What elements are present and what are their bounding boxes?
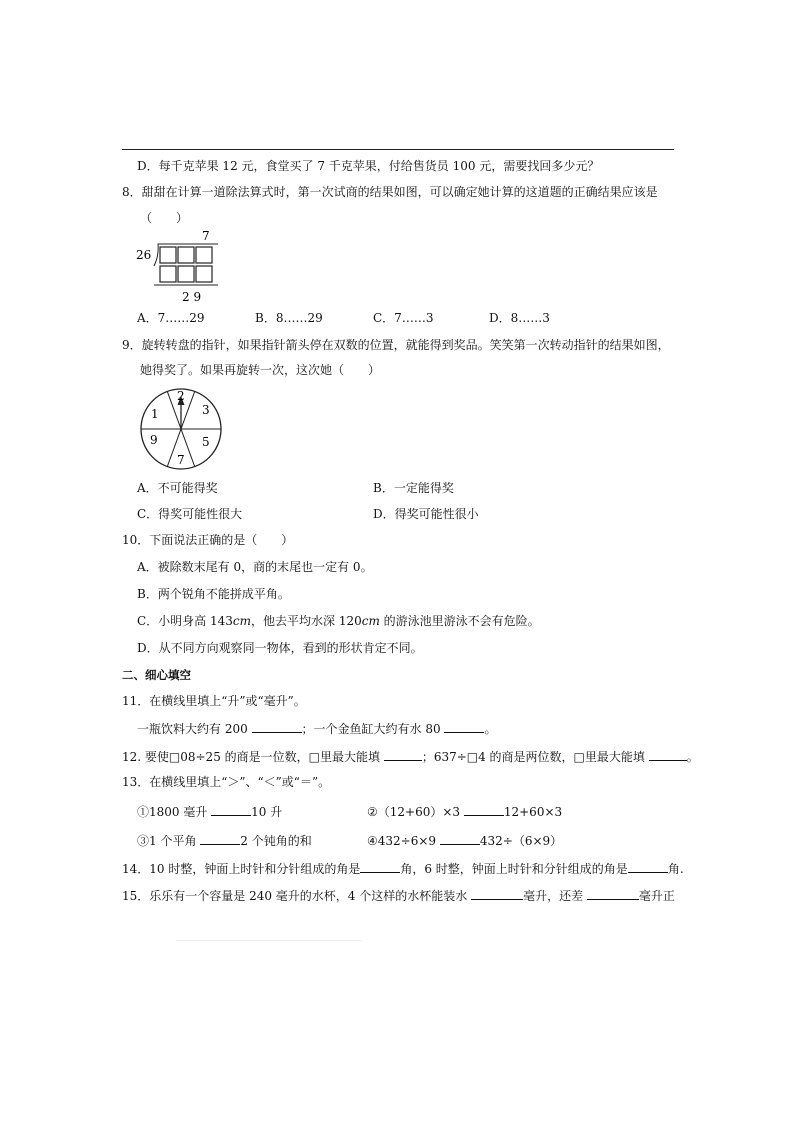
answer-blank[interactable] xyxy=(360,860,400,873)
q13-stem: 13．在横线里填上“＞”、“＜”或“＝”。 xyxy=(122,775,331,789)
q8-digit-box xyxy=(196,266,212,282)
q8-option-b: B．8……29 xyxy=(255,311,323,325)
q9-option-d: D．得奖可能性很小 xyxy=(373,507,479,521)
q13-item-2: ②（12+60）×3 12+60×3 xyxy=(367,805,563,819)
answer-blank[interactable] xyxy=(628,860,668,873)
q10-stem: 10．下面说法正确的是（ ） xyxy=(122,533,294,547)
q7-option-d: D．每千克苹果 12 元，食堂买了 7 千克苹果，付给售货员 100 元，需要找回多少元？ xyxy=(137,159,600,173)
answer-blank[interactable] xyxy=(252,720,302,733)
section-heading: 二、细心填空 xyxy=(122,668,191,682)
q15-line: 15．乐乐有一个容量是 240 毫升的水杯，4 个这样的水杯能装水 毫升，还差 毫升正 xyxy=(122,889,675,903)
q12-line: 12. 要使□08÷25 的商是一位数，□里最大能填 ；637÷□4 的商是两位数，□里最大能填 。 xyxy=(122,750,699,764)
q8-digit-box xyxy=(196,247,212,263)
answer-blank[interactable] xyxy=(649,748,687,761)
q8-option-d: D．8……3 xyxy=(489,311,550,325)
q10-option-c: C．小明身高 143cm，他去平均水深 120cm 的游泳池里游泳不会有危险。 xyxy=(137,614,540,628)
q9-option-a: A．不可能得奖 xyxy=(137,481,218,495)
page-footer-rule xyxy=(176,940,362,941)
q8-digit-box xyxy=(160,266,176,282)
spinner-number: 5 xyxy=(202,435,210,449)
q10-option-b: B．两个锐角不能拼成平角。 xyxy=(137,587,290,601)
spinner-number: 2 xyxy=(177,389,185,403)
q9-option-c: C．得奖可能性很大 xyxy=(137,507,243,521)
q9-stem-line2: 她得奖了。如果再旋转一次，这次她（ ） xyxy=(140,363,381,377)
q8-divisor: 26 xyxy=(136,248,152,262)
q8-paren: （ ） xyxy=(140,211,189,225)
q8-option-c: C．7……3 xyxy=(373,311,434,325)
q8-stem: 8．甜甜在计算一道除法算式时，第一次试商的结果如图，可以确定她计算的这道题的正确结果应该是 xyxy=(122,185,658,199)
spinner-number: 9 xyxy=(150,433,158,447)
q11-stem: 11．在横线里填上“升”或“毫升”。 xyxy=(122,694,306,708)
q10-option-a: A．被除数末尾有 0，商的末尾也一定有 0。 xyxy=(137,560,373,574)
q10-option-d: D．从不同方向观察同一物体，看到的形状肯定不同。 xyxy=(137,641,423,655)
q9-stem-line1: 9．旋转转盘的指针，如果指针箭头停在双数的位置，就能得到奖品。笑笑第一次转动指针的结果如图， xyxy=(122,338,670,352)
q8-digit-box xyxy=(160,247,176,263)
q8-division-figure xyxy=(132,226,232,306)
answer-blank[interactable] xyxy=(471,887,523,900)
answer-blank[interactable] xyxy=(440,832,480,845)
q8-remainder: 2 9 xyxy=(182,290,202,304)
q14-line: 14．10 时整，钟面上时针和分针组成的角是 角，6 时整，钟面上时针和分针组成的角是 角. xyxy=(122,862,684,876)
header-rule xyxy=(122,149,674,150)
answer-blank[interactable] xyxy=(444,720,484,733)
q13-item-1: ①1800 毫升 10 升 xyxy=(137,805,283,819)
q13-item-3: ③1 个平角 2 个钝角的和 xyxy=(137,834,312,848)
q8-digit-box xyxy=(178,266,194,282)
q8-quotient: 7 xyxy=(202,229,210,243)
q8-option-a: A．7……29 xyxy=(137,311,205,325)
q13-item-4: ④432÷6×9 432÷（6×9） xyxy=(367,834,563,848)
spinner-number: 7 xyxy=(177,453,185,467)
q8-digit-box xyxy=(178,247,194,263)
spinner-number: 3 xyxy=(202,403,210,417)
q9-option-b: B．一定能得奖 xyxy=(373,481,454,495)
answer-blank[interactable] xyxy=(200,832,240,845)
q11-line: 一瓶饮料大约有 200 ；一个金鱼缸大约有水 80 。 xyxy=(137,722,497,736)
answer-blank[interactable] xyxy=(464,803,504,816)
answer-blank[interactable] xyxy=(587,887,639,900)
answer-blank[interactable] xyxy=(384,748,422,761)
spinner-number: 1 xyxy=(151,407,159,421)
q9-spinner xyxy=(136,386,226,472)
answer-blank[interactable] xyxy=(211,803,251,816)
